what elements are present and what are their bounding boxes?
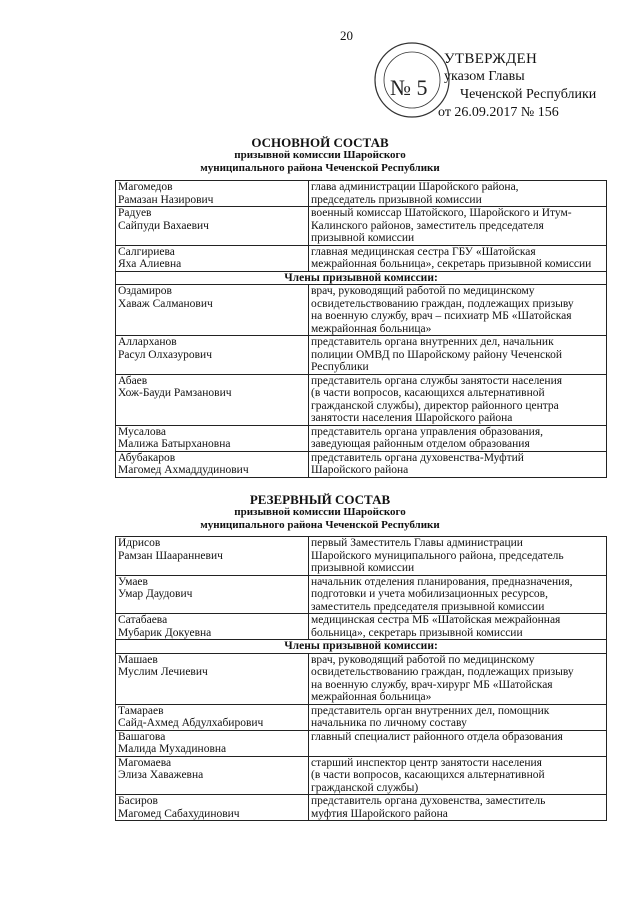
person-role-line: освидетельствованию граждан, подлежащих призыву: [311, 666, 574, 678]
person-given-name: Сайпуди Вахаевич: [118, 219, 209, 232]
person-role-cell: [309, 425, 607, 451]
person-role-line: заместитель председателя призывной комиссии: [311, 600, 545, 613]
person-role-line: Калинского районов, заместитель председателя: [311, 219, 544, 232]
main-title: ОСНОВНОЙ СОСТАВ: [251, 135, 389, 150]
person-role-line: военный комиссар Шатойского, Шаройского и Итум-: [311, 207, 572, 219]
person-given-name: Малида Мухадиновна: [118, 743, 227, 755]
person-name-cell: [116, 181, 309, 207]
person-role-line: призывной комиссии: [311, 562, 415, 574]
table-row: [116, 451, 607, 477]
person-role-cell: [309, 374, 607, 425]
person-given-name: Мубарик Докуевна: [118, 626, 212, 639]
approval-line3: Чеченской Республики: [460, 87, 597, 102]
person-surname: Басиров: [118, 795, 158, 807]
person-name-cell: [116, 451, 309, 477]
person-name-cell: [116, 425, 309, 451]
person-role-line: представитель орган внутренних дел, помощник: [311, 704, 550, 717]
person-name-cell: [116, 537, 309, 576]
person-role-cell: [309, 336, 607, 375]
person-role-line: представитель органа духовенства, заместитель: [311, 795, 546, 807]
person-role-line: гражданской службы): [311, 781, 419, 794]
person-given-name: Элиза Хаважевна: [118, 769, 204, 781]
person-role-cell: [309, 537, 607, 576]
approval-line4: от 26.09.2017 № 156: [438, 105, 559, 120]
table-row: [116, 614, 607, 640]
person-given-name: Яха Алиевна: [118, 258, 182, 270]
reserve-subtitle2: муниципального района Чеченской Республики: [200, 519, 440, 531]
person-role-cell: [309, 614, 607, 640]
table-row: [116, 425, 607, 451]
approval-line2: указом Главы: [444, 69, 525, 84]
table-row: [116, 245, 607, 271]
person-role-cell: [309, 653, 607, 704]
person-role-cell: [309, 285, 607, 336]
table-row: [116, 704, 607, 730]
person-role-line: главная медицинская сестра ГБУ «Шатойская: [311, 245, 536, 258]
person-role-cell: [309, 730, 607, 756]
person-role-line: первый Заместитель Главы администрации: [311, 537, 523, 549]
person-name-cell: [116, 207, 309, 246]
person-surname: Салгириева: [118, 245, 175, 258]
person-role-line: старший инспектор центр занятости населения: [311, 756, 542, 769]
person-role-line: межрайонная больница»: [311, 691, 432, 703]
main-subtitle1: призывной комиссии Шаройского: [234, 149, 406, 161]
person-given-name: Рамзан Шааранневич: [118, 549, 223, 562]
main-section-header: [0, 136, 640, 175]
person-role-line: на военную службу, врач-хирург МБ «Шатойская: [311, 678, 553, 691]
reserve-subtitle1: призывной комиссии Шаройского: [234, 506, 406, 518]
person-name-cell: [116, 653, 309, 704]
person-role-line: начальник отделения планирования, предназначения,: [311, 575, 573, 588]
person-role-line: освидетельствованию граждан, подлежащих призыву: [311, 297, 574, 310]
person-role-line: Шаройского муниципального района, председатель: [311, 549, 564, 562]
members-header-row: [116, 640, 607, 654]
person-surname: Идрисов: [118, 537, 161, 549]
person-role-line: врач, руководящий работой по медицинскому: [311, 285, 535, 297]
person-role-line: представитель органа внутренних дел, начальник: [311, 336, 554, 348]
stamp-number: № 5: [390, 75, 428, 100]
person-role-line: глава администрации Шаройского района,: [311, 181, 519, 193]
person-surname: Радуев: [118, 207, 152, 219]
person-name-cell: [116, 756, 309, 795]
person-role-line: (в части вопросов, касающихся альтернативной: [311, 769, 545, 781]
person-role-cell: [309, 575, 607, 614]
approval-block: [430, 50, 596, 122]
person-surname: Вашагова: [118, 730, 166, 743]
members-header: Члены призывной комиссии:: [116, 640, 607, 654]
person-role-line: начальника по личному составу: [311, 717, 467, 729]
person-name-cell: [116, 285, 309, 336]
person-role-line: муфтия Шаройского района: [311, 807, 448, 820]
person-role-line: медицинская сестра МБ «Шатойская межрайонная: [311, 614, 561, 626]
table-row: [116, 181, 607, 207]
person-surname: Абубакаров: [118, 451, 176, 464]
person-surname: Мусалова: [118, 425, 167, 438]
table-row: [116, 756, 607, 795]
person-role-line: главный специалист районного отдела образования: [311, 730, 563, 743]
person-name-cell: [116, 704, 309, 730]
reserve-roster-table: [115, 536, 607, 821]
person-name-cell: [116, 575, 309, 614]
person-role-line: подготовки и учета мобилизационных ресурсов,: [311, 588, 548, 600]
person-role-line: межрайонная больница»: [311, 322, 432, 335]
person-name-cell: [116, 795, 309, 821]
members-header: Члены призывной комиссии:: [116, 271, 607, 285]
person-given-name: Умар Даудович: [118, 588, 193, 600]
person-surname: Умаев: [118, 575, 148, 588]
approval-title: УТВЕРЖДЕН: [444, 51, 538, 67]
person-role-line: представитель органа службы занятости населения: [311, 374, 563, 387]
person-role-line: врач, руководящий работой по медицинскому: [311, 653, 535, 666]
person-surname: Алларханов: [118, 336, 177, 348]
person-surname: Сатабаева: [118, 614, 168, 626]
person-surname: Тамараев: [118, 704, 164, 717]
person-role-line: гражданской службы), директор районного центра: [311, 399, 559, 412]
table-row: [116, 795, 607, 821]
person-role-cell: [309, 181, 607, 207]
person-given-name: Хаваж Салманович: [118, 297, 213, 310]
person-given-name: Магомед Ахмаддудинович: [118, 464, 249, 476]
table-row: [116, 653, 607, 704]
person-role-line: больница», секретарь призывной комиссии: [311, 626, 523, 639]
person-name-cell: [116, 245, 309, 271]
person-name-cell: [116, 614, 309, 640]
person-role-line: Республики: [311, 361, 369, 373]
main-roster-table: [115, 180, 607, 478]
person-role-line: призывной комиссии: [311, 232, 415, 244]
table-row: [116, 537, 607, 576]
person-role-line: на военную службу, врач – психиатр МБ «Шатойская: [311, 310, 572, 322]
person-role-cell: [309, 451, 607, 477]
person-role-cell: [309, 704, 607, 730]
person-role-cell: [309, 756, 607, 795]
person-given-name: Хож-Бауди Рамзанович: [118, 387, 232, 399]
person-given-name: Рамазан Назирович: [118, 193, 214, 206]
main-subtitle2: муниципального района Чеченской Республики: [200, 162, 440, 174]
person-given-name: Сайд-Ахмед Абдулхабирович: [118, 717, 264, 729]
person-given-name: Магомед Сабахудинович: [118, 807, 240, 820]
person-surname: Магомедов: [118, 181, 173, 193]
person-role-cell: [309, 795, 607, 821]
person-role-line: межрайонная больница», секретарь призывной комиссии: [311, 258, 592, 270]
person-role-line: представитель органа управления образования,: [311, 425, 543, 438]
person-role-line: полиции ОМВД по Шаройскому району Чеченской: [311, 348, 563, 361]
person-given-name: Малижа Батырхановна: [118, 438, 231, 450]
person-role-cell: [309, 245, 607, 271]
table-row: [116, 374, 607, 425]
person-role-line: Шаройского района: [311, 464, 409, 476]
reserve-section-header: [0, 493, 640, 532]
person-given-name: Расул Олхазурович: [118, 348, 212, 361]
table-row: [116, 285, 607, 336]
person-role-line: представитель органа духовенства-Муфтий: [311, 451, 524, 464]
person-surname: Абаев: [118, 374, 148, 387]
person-name-cell: [116, 374, 309, 425]
page-number: 20: [340, 28, 353, 43]
members-header-row: [116, 271, 607, 285]
reserve-title: РЕЗЕРВНЫЙ СОСТАВ: [249, 492, 391, 507]
table-row: [116, 730, 607, 756]
person-given-name: Муслим Лечиевич: [118, 666, 208, 678]
table-row: [116, 207, 607, 246]
person-role-cell: [309, 207, 607, 246]
person-name-cell: [116, 730, 309, 756]
person-name-cell: [116, 336, 309, 375]
person-role-line: заведующая районным отделом образования: [311, 438, 530, 450]
person-surname: Машаев: [118, 653, 158, 666]
table-row: [116, 336, 607, 375]
table-row: [116, 575, 607, 614]
person-surname: Магомаева: [118, 756, 172, 769]
person-surname: Оздамиров: [118, 285, 172, 297]
person-role-line: занятости населения Шаройского района: [311, 412, 513, 424]
person-role-line: (в части вопросов, касающихся альтернативной: [311, 387, 545, 399]
person-role-line: председатель призывной комиссии: [311, 193, 482, 206]
